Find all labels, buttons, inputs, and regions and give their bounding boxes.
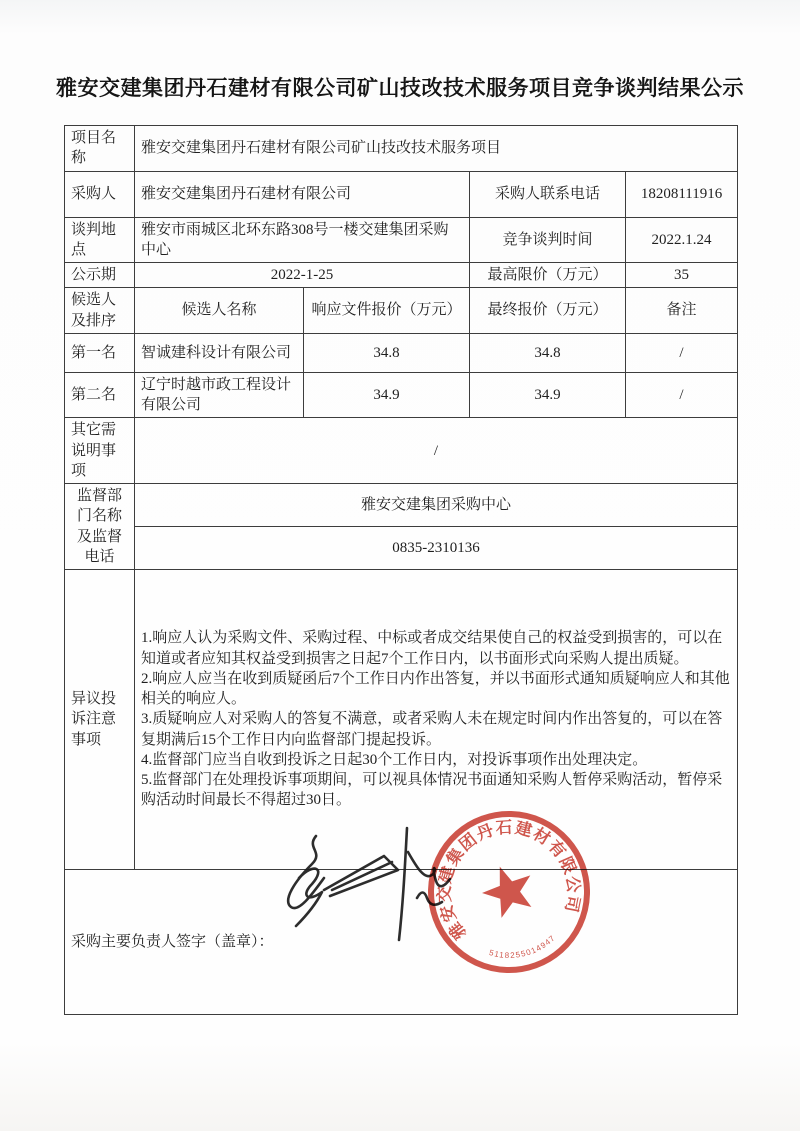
project-name-label: 项目名称 — [65, 126, 135, 172]
supervision-phone-value: 0835-2310136 — [135, 527, 738, 570]
candidate-row-2 — [65, 372, 738, 418]
objection-item-5: 5.监督部门在处理投诉事项期间，可以视具体情况书面通知采购人暂停采购活动，暂停采购活动时间最长不得超过30日。 — [141, 772, 723, 809]
objection-label: 异议投诉注意事项 — [65, 570, 135, 870]
candidate-2-doc-price: 34.9 — [304, 372, 470, 418]
purchaser-phone-value: 18208111916 — [626, 171, 738, 217]
col-header-candidate-name: 候选人名称 — [135, 288, 304, 334]
candidates-header-label: 候选人及排序 — [65, 288, 135, 334]
row-supervision-name — [65, 484, 738, 527]
max-price-value: 35 — [626, 263, 738, 288]
venue-value: 雅安市雨城区北环东路308号一楼交建集团采购中心 — [135, 217, 470, 263]
row-other-notes — [65, 418, 738, 484]
candidate-1-doc-price: 34.8 — [304, 333, 470, 372]
candidate-1-name: 智诚建科设计有限公司 — [135, 333, 304, 372]
col-header-doc-price: 响应文件报价（万元） — [304, 288, 470, 334]
other-notes-label: 其它需说明事项 — [65, 418, 135, 484]
max-price-label: 最高限价（万元） — [470, 263, 626, 288]
purchaser-phone-label: 采购人联系电话 — [470, 171, 626, 217]
row-venue — [65, 217, 738, 263]
signature-label: 采购主要负责人签字（盖章）： — [65, 870, 738, 1015]
candidate-2-name: 辽宁时越市政工程设计有限公司 — [135, 372, 304, 418]
publicity-period-label: 公示期 — [65, 263, 135, 288]
objection-item-1: 1.响应人认为采购文件、采购过程、中标或者成交结果使自己的权益受到损害的，可以在知道或者应知其权益受到损害之日起7个工作日内，以书面形式向采购人提出质疑。 — [141, 630, 723, 667]
objection-item-3: 3.质疑响应人对采购人的答复不满意，或者采购人未在规定时间内作出答复的，可以在答复期满后15个工作日内向监督部门提起投诉。 — [141, 711, 723, 748]
row-supervision-phone — [65, 527, 738, 570]
purchaser-label: 采购人 — [65, 171, 135, 217]
seal-star-icon — [476, 858, 541, 921]
objection-item-4: 4.监督部门应当自收到投诉之日起30个工作日内，对投诉事项作出处理决定。 — [141, 751, 648, 768]
objection-item-2: 2.响应人应当在收到质疑函后7个工作日内作出答复，并以书面形式通知质疑响应人和其他相关的响应人。 — [141, 670, 730, 708]
candidate-1-final-price: 34.8 — [470, 333, 626, 372]
candidate-row-1 — [65, 333, 738, 372]
row-publicity-period — [65, 263, 738, 288]
seal-company-text: 雅安交建集团丹石建材有限公司 — [435, 818, 583, 943]
candidate-1-remark: / — [626, 333, 738, 372]
candidate-2-remark: / — [626, 372, 738, 418]
page-title: 雅安交建集团丹石建材有限公司矿山技改技术服务项目竞争谈判结果公示 — [56, 77, 744, 100]
negotiation-time-value: 2022.1.24 — [626, 217, 738, 263]
col-header-remark: 备注 — [626, 288, 738, 334]
other-notes-value: / — [135, 418, 738, 484]
candidate-2-rank: 第二名 — [65, 372, 135, 418]
project-name-value: 雅安交建集团丹石建材有限公司矿山技改技术服务项目 — [135, 126, 738, 172]
row-project-name — [65, 126, 738, 172]
supervision-name-value: 雅安交建集团采购中心 — [135, 484, 738, 527]
venue-label: 谈判地点 — [65, 217, 135, 263]
publicity-period-value: 2022-1-25 — [135, 263, 470, 288]
row-purchaser — [65, 171, 738, 217]
candidate-2-final-price: 34.9 — [470, 372, 626, 418]
purchaser-value: 雅安交建集团丹石建材有限公司 — [135, 171, 470, 217]
row-candidates-header — [65, 288, 738, 334]
supervision-label: 监督部门名称及监督电话 — [65, 484, 135, 570]
candidate-1-rank: 第一名 — [65, 333, 135, 372]
col-header-final-price: 最终报价（万元） — [470, 288, 626, 334]
seal-serial-text: 5118255014947 — [488, 933, 558, 961]
negotiation-time-label: 竞争谈判时间 — [470, 217, 626, 263]
